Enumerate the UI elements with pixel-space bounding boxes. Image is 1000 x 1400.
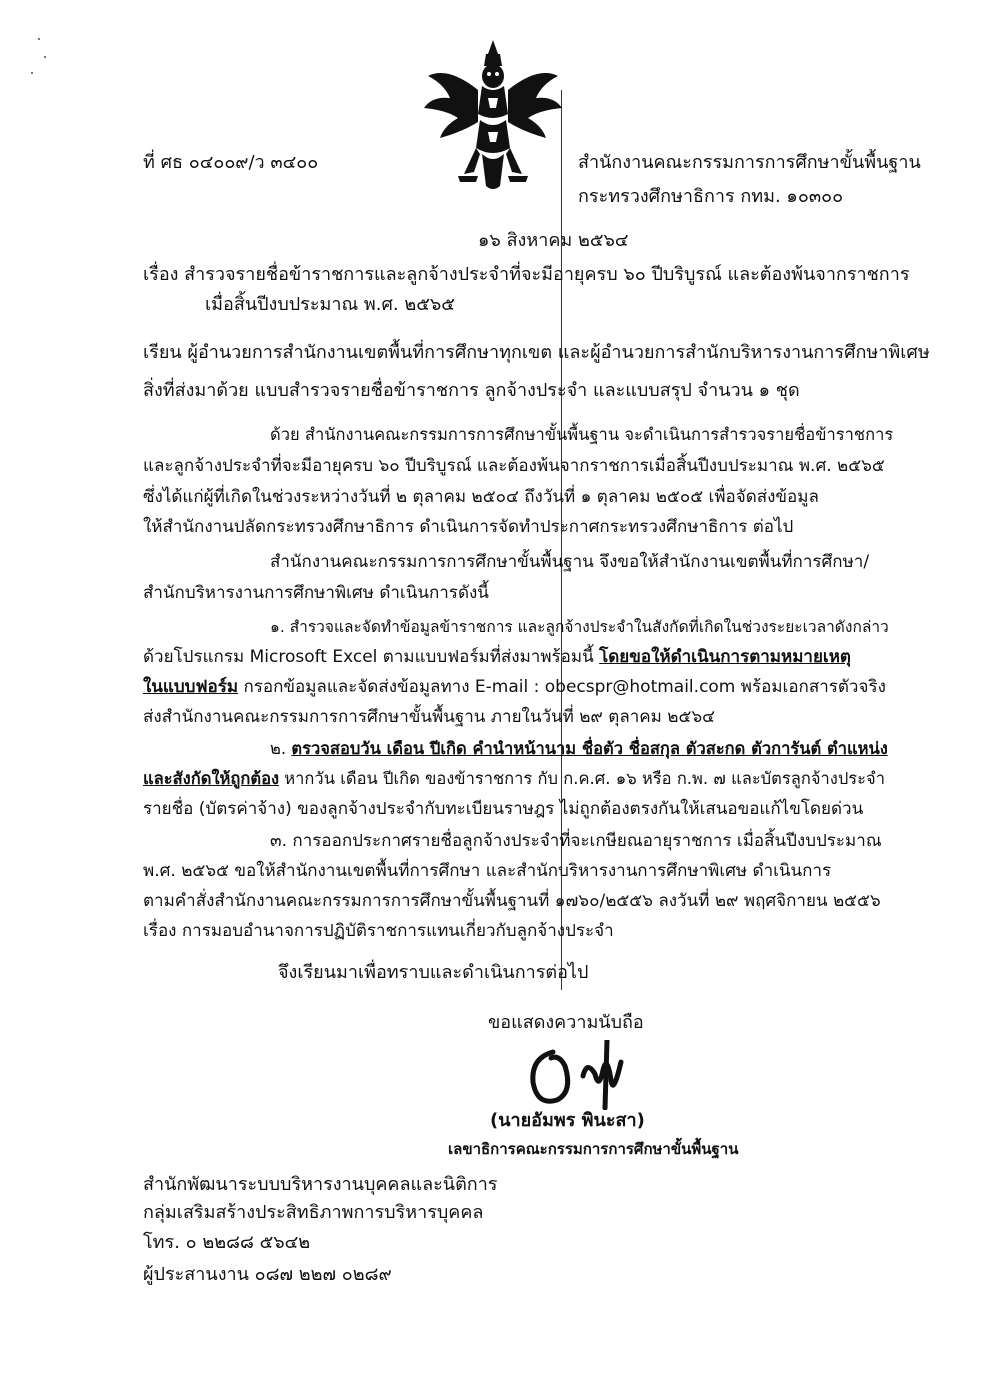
signatory-title: เลขาธิการคณะกรรมการการศึกษาขั้นพื้นฐาน xyxy=(448,1140,739,1158)
footer-phone: โทร. ๐ ๒๒๘๘ ๕๖๔๒ xyxy=(143,1232,311,1253)
handwritten-signature-icon xyxy=(525,1040,645,1110)
item-1-line-3 xyxy=(143,674,886,700)
item-2-text: หากวัน เดือน ปีเกิด ของข้าราชการ กับ ก.ค.ศ. ๑๖ หรือ ก.พ. ๗ และบัตรลูกจ้างประจำ xyxy=(279,769,885,788)
scan-speck xyxy=(38,38,40,40)
paragraph-2-line-2: สำนักบริหารงานการศึกษาพิเศษ ดำเนินการดังนี้ xyxy=(143,583,489,603)
paragraph-1-line-3: ซึ่งได้แก่ผู้ที่เกิดในช่วงระหว่างวันที่ ๒ ตุลาคม ๒๕๐๔ ถึงวันที่ ๑ ตุลาคม ๒๕๐๕ เพื่อจัดส่งข้อมูล xyxy=(143,487,819,507)
item-3-line-1: ๓. การออกประกาศรายชื่อลูกจ้างประจำที่จะเกษียณอายุราชการ เมื่อสิ้นปีงบประมาณ xyxy=(270,831,882,851)
fold-line xyxy=(561,90,562,990)
item-2-number: ๒. xyxy=(270,739,292,758)
item-1-line-2 xyxy=(143,644,851,670)
paragraph-1-line-2: และลูกจ้างประจำที่จะมีอายุครบ ๖๐ ปีบริบูรณ์ และต้องพ้นจากราชการเมื่อสิ้นปีงบประมาณ พ.ศ. ๒๕๖๕ xyxy=(143,456,885,476)
paragraph-2-line-1: สำนักงานคณะกรรมการการศึกษาขั้นพื้นฐาน จึงขอให้สำนักงานเขตพื้นที่การศึกษา/ xyxy=(270,552,870,572)
item-1-emphasis-cont: ในแบบฟอร์ม xyxy=(143,677,239,697)
item-2-line-1 xyxy=(270,736,888,762)
document-date: ๑๖ สิงหาคม ๒๕๖๔ xyxy=(478,230,629,251)
subject-line: เรื่อง สำรวจรายชื่อข้าราชการและลูกจ้างประจำที่จะมีอายุครบ ๖๐ ปีบริบูรณ์ และต้องพ้นจากราชการ xyxy=(143,264,910,285)
item-1-line-4: ส่งสำนักงานคณะกรรมการการศึกษาขั้นพื้นฐาน ภายในวันที่ ๒๙ ตุลาคม ๒๕๖๔ xyxy=(143,707,715,727)
item-2-line-3: รายชื่อ (บัตรค่าจ้าง) ของลูกจ้างประจำกับทะเบียนราษฎร ไม่ถูกต้องตรงกันให้เสนอขอแก้ไขโดยด่วน xyxy=(143,799,864,819)
scan-speck xyxy=(31,72,33,74)
garuda-emblem-icon xyxy=(418,36,568,196)
item-3-line-2: พ.ศ. ๒๕๖๕ ขอให้สำนักงานเขตพื้นที่การศึกษา และสำนักบริหารงานการศึกษาพิเศษ ดำเนินการ xyxy=(143,861,832,881)
addressee: เรียน ผู้อำนวยการสำนักงานเขตพื้นที่การศึกษาทุกเขต และผู้อำนวยการสำนักบริหารงานการศึกษาพิเศษ xyxy=(143,342,930,363)
item-1-email-text: กรอกข้อมูลและจัดส่งข้อมูลทาง E-mail : obecspr@hotmail.com พร้อมเอกสารตัวจริง xyxy=(238,677,886,697)
scan-speck xyxy=(44,56,46,58)
footer-department: สำนักพัฒนาระบบบริหารงานบุคคลและนิติการ xyxy=(143,1174,498,1195)
item-3-line-3: ตามคำสั่งสำนักงานคณะกรรมการการศึกษาขั้นพื้นฐานที่ ๑๗๖๐/๒๕๕๖ ลงวันที่ ๒๙ พฤศจิกายน ๒๕๕๖ xyxy=(143,891,881,911)
paragraph-1-line-4: ให้สำนักงานปลัดกระทรวงศึกษาธิการ ดำเนินการจัดทำประกาศกระทรวงศึกษาธิการ ต่อไป xyxy=(143,517,794,537)
enclosure: สิ่งที่ส่งมาด้วย แบบสำรวจรายชื่อข้าราชการ ลูกจ้างประจำ และแบบสรุป จำนวน ๑ ชุด xyxy=(143,380,800,401)
item-2-emphasis-cont: และสังกัดให้ถูกต้อง xyxy=(143,769,280,788)
paragraph-1-line-1: ด้วย สำนักงานคณะกรรมการการศึกษาขั้นพื้นฐาน จะดำเนินการสำรวจรายชื่อข้าราชการ xyxy=(270,425,894,444)
office-name: สำนักงานคณะกรรมการการศึกษาขั้นพื้นฐาน xyxy=(578,152,921,173)
regards: ขอแสดงความนับถือ xyxy=(488,1012,644,1033)
item-1-text: ด้วยโปรแกรม Microsoft Excel ตามแบบฟอร์มที่ส่งมาพร้อมนี้ xyxy=(143,647,600,667)
footer-coordinator: ผู้ประสานงาน ๐๘๗ ๒๒๗ ๐๒๘๙ xyxy=(143,1264,392,1285)
footer-group: กลุ่มเสริมสร้างประสิทธิภาพการบริหารบุคคล xyxy=(143,1202,484,1223)
item-2-line-2 xyxy=(143,766,885,792)
signatory-name: (นายอัมพร พินะสา) xyxy=(490,1110,645,1131)
subject-line-continued: เมื่อสิ้นปีงบประมาณ พ.ศ. ๒๕๖๕ xyxy=(205,294,455,315)
item-1-emphasis: โดยขอให้ดำเนินการตามหมายเหตุ xyxy=(599,647,851,667)
office-address: กระทรวงศึกษาธิการ กทม. ๑๐๓๐๐ xyxy=(578,186,844,207)
item-3-line-4: เรื่อง การมอบอำนาจการปฏิบัติราชการแทนเกี่ยวกับลูกจ้างประจำ xyxy=(143,921,614,941)
item-1-line-1: ๑. สำรวจและจัดทำข้อมูลข้าราชการ และลูกจ้างประจำในสังกัดที่เกิดในช่วงระยะเวลาดังกล่าว xyxy=(270,618,889,636)
reference-number: ที่ ศธ ๐๔๐๐๙/ว ๓๔๐๐ xyxy=(143,152,319,173)
item-2-emphasis: ตรวจสอบวัน เดือน ปีเกิด คำนำหน้านาม ชื่อตัว ชื่อสกุล ตัวสะกด ตัวการันต์ ตำแหน่ง xyxy=(291,739,888,758)
closing-sentence: จึงเรียนมาเพื่อทราบและดำเนินการต่อไป xyxy=(278,962,589,983)
